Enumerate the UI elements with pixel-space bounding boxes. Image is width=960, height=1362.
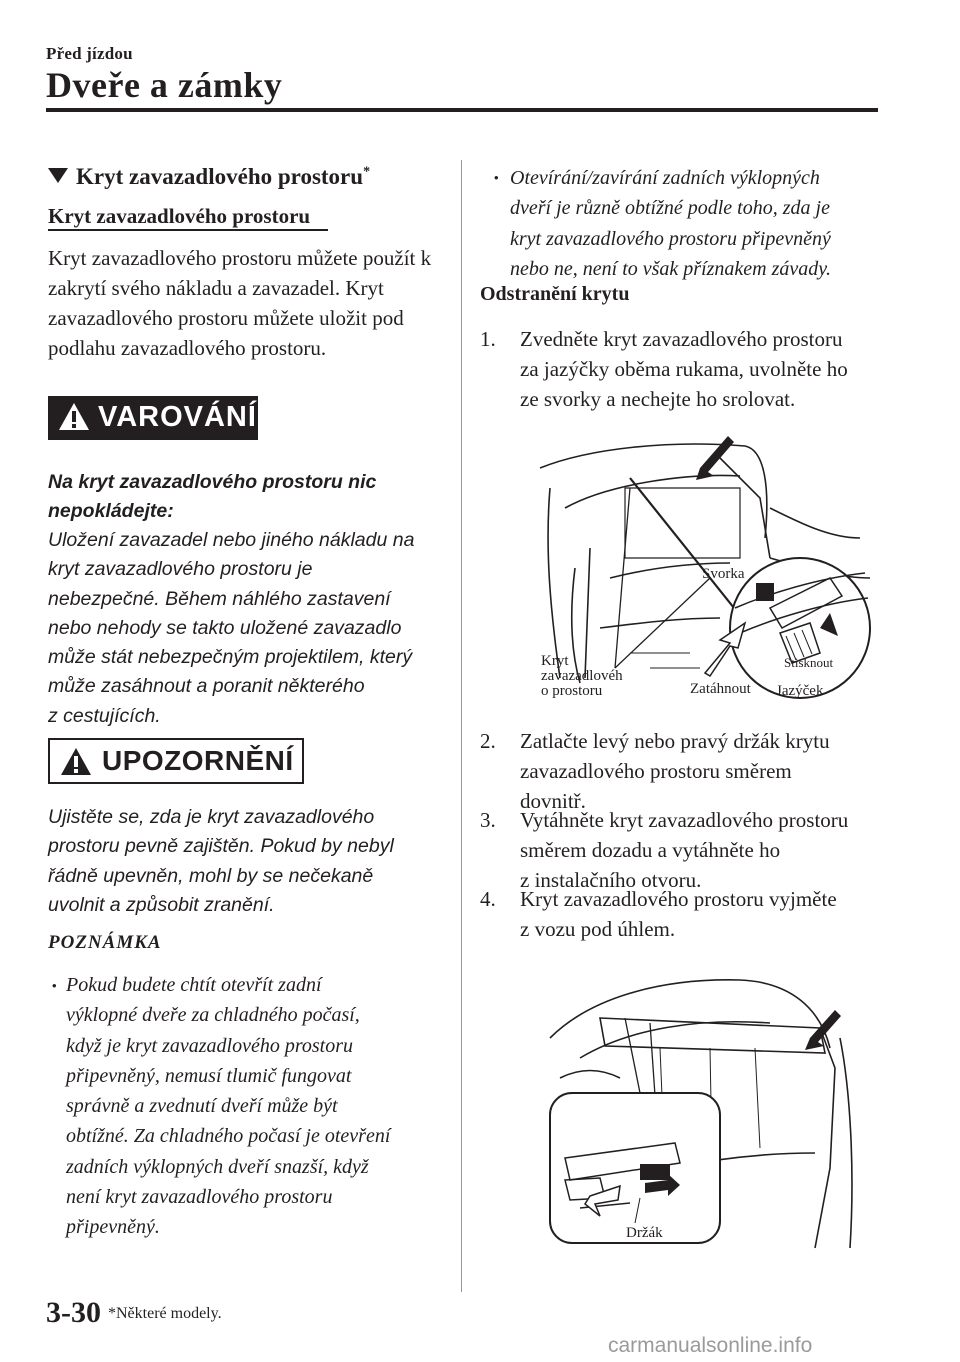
note-line: když je kryt zavazadlového prostoru [66,1034,353,1057]
label-stisknout: Stisknout [784,655,834,670]
step-line: Zvedněte kryt zavazadlového prostoru [520,327,843,351]
warning-headline [48,468,448,527]
section-heading-text: Kryt zavazadlového prostoru [76,164,364,189]
warning-line: nebo nehody se takto uložené zavazadlo [48,616,402,639]
title-rule [46,108,878,112]
warning-line: z cestujících. [48,704,161,727]
step-text [520,805,880,895]
triangle-marker-icon [48,168,68,183]
step-line: zavazadlového prostoru směrem [520,759,792,783]
warning-line: nebezpečné. Během náhlého zastavení [48,587,391,610]
note-line: není kryt zavazadlového prostoru [66,1186,333,1209]
note-text [66,970,446,1243]
right-note-line: dveří je různě obtížné podle toho, zda je [510,197,830,220]
right-note-line: kryt zavazadlového prostoru připevněný [510,227,831,250]
step-text [520,884,880,944]
caution-body [48,803,448,920]
caution-line: Ujistěte se, zda je kryt zavazadlového [48,806,375,828]
step-text [520,726,880,816]
footnote-marker: * [363,164,371,180]
label-kryt-line: o prostoru [541,683,603,699]
step-line: Vytáhněte kryt zavazadlového prostoru [520,808,849,832]
subheading-rule [48,229,328,231]
warning-headline-line: nepokládejte: [48,500,174,523]
label-svorka: Svorka [702,566,745,582]
note-line: výklopné dveře za chladného počasí, [66,1004,360,1027]
label-kryt [541,654,623,699]
warning-line: Uložení zavazadel nebo jiného nákladu na [48,529,415,551]
warning-line: může zasáhnout a poranit některého [48,675,365,698]
step-line: z vozu pod úhlem. [520,917,676,941]
note-line: připevněný. [66,1216,160,1239]
warning-body [48,526,448,731]
step-line: směrem dozadu a vytáhněte ho [520,838,781,862]
step-line: dovnitř. [520,789,586,813]
right-note-line: Otevírání/zavírání zadních výklopných [510,167,820,189]
note-line: připevněný, nemusí tlumič fungovat [66,1064,352,1087]
subheading: Kryt zavazadlového prostoru [48,204,311,228]
note-line: správně a zvednutí dveří může být [66,1095,338,1118]
note-line: obtížné. Za chladného počasí je otevření [66,1125,391,1148]
section-heading [48,164,370,190]
warning-line: může stát nebezpečným projektilem, který [48,646,413,669]
step-line: Zatlačte levý nebo pravý držák krytu [520,729,830,753]
warning-line: kryt zavazadlového prostoru je [48,558,313,581]
warning-icon [58,402,90,432]
note-line: zadních výklopných dveří snazší, když [66,1155,369,1178]
caution-line: prostoru pevně zajištěn. Pokud by nebyl [48,835,394,858]
page-number: 3-30 [46,1296,101,1329]
label-zatahnout: Zatáhnout [690,681,751,697]
step-line: z instalačního otvoru. [520,868,702,892]
step-number: 3. [480,808,496,832]
bullet-icon: • [494,170,499,185]
caution-line: řádně upevněn, mohl by se nečekaně [48,864,374,887]
figure-holder-removal [540,968,860,1250]
step-line: za jazýčky oběma rukama, uvolněte ho [520,357,848,381]
warning-banner [48,396,258,440]
label-jazycek: Jazýček [776,683,824,699]
label-kryt-line: zavazadlovéh [541,668,623,684]
step-number: 4. [480,887,496,911]
warning-headline-line: Na kryt zavazadlového prostoru nic [48,471,377,493]
note-title: POZNÁMKA [48,932,162,953]
right-note [510,163,890,284]
step-text [520,324,880,414]
column-divider [461,160,462,1292]
label-kryt-line: Kryt [541,653,569,669]
caution-line: uvolnit a způsobit zranění. [48,893,275,916]
label-drzak: Držák [626,1225,663,1241]
intro-paragraph: Kryt zavazadlového prostoru můžete použít k zakrytí svého nákladu a zavazadel. Kryt zavazadlového prostoru můžete uložit pod podlahu zavazadlového prostoru. [48,246,432,360]
bullet-icon: • [52,978,57,993]
caution-label: UPOZORNĚNÍ [102,745,294,776]
note-line: Pokud budete chtít otevřít zadní [66,974,322,996]
section-label: Před jízdou [46,44,133,63]
step-number: 1. [480,327,496,351]
caution-banner [48,738,304,784]
step-line: ze svorky a nechejte ho srolovat. [520,387,796,411]
caution-icon [60,747,92,777]
page-title: Dveře a zámky [46,65,283,105]
removal-heading: Odstranění krytu [480,283,630,305]
step-line: Kryt zavazadlového prostoru vyjměte [520,887,837,911]
right-note-line: nebo ne, není to však příznakem závady. [510,257,832,280]
watermark: carmanualsonline.info [608,1334,813,1357]
warning-label: VAROVÁNÍ [98,401,257,433]
footnote: *Některé modely. [108,1305,222,1322]
step-number: 2. [480,729,496,753]
